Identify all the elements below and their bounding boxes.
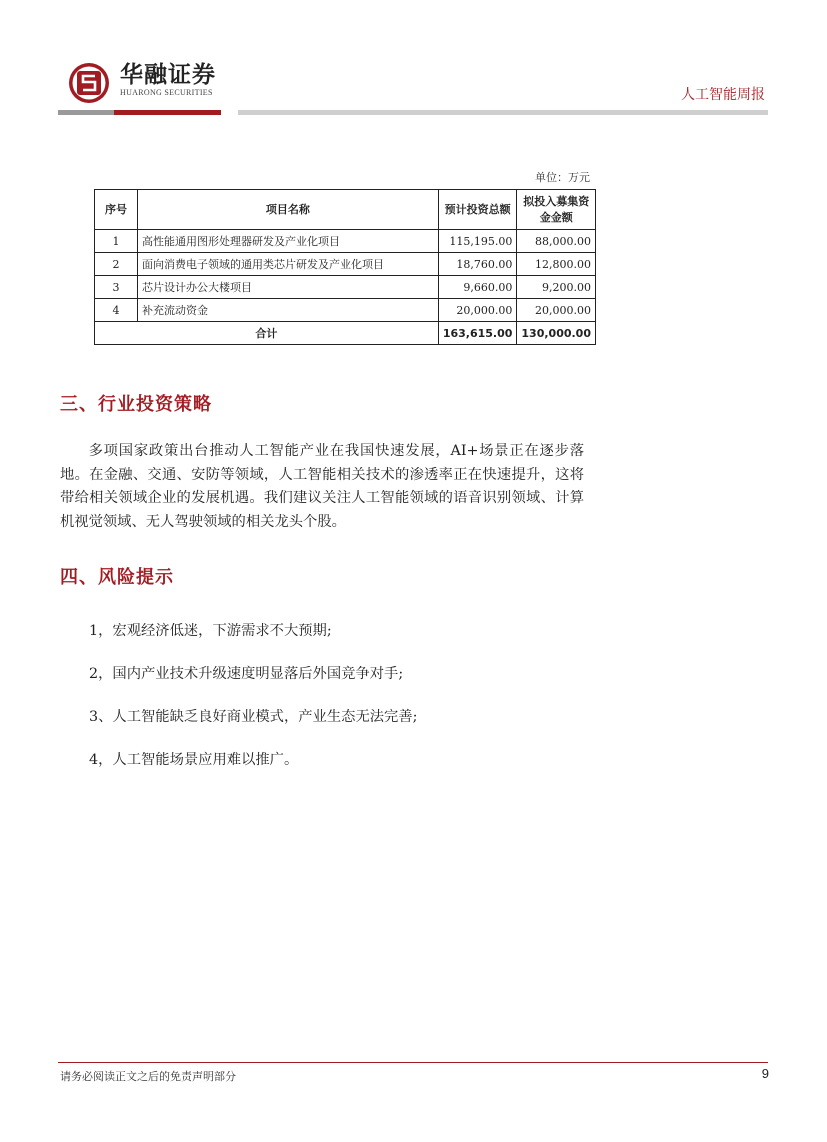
risk-item: 3、人工智能缺乏良好商业模式，产业生态无法完善; (89, 709, 418, 725)
table-row (95, 276, 596, 299)
brand (120, 62, 216, 97)
table-row (95, 253, 596, 276)
cell-total-sum: 163,615.00 (438, 322, 517, 345)
table-header-row (95, 190, 596, 230)
risk-item: 1，宏观经济低迷，下游需求不大预期; (89, 623, 332, 639)
brand-name-cn: 华融证券 (120, 62, 216, 88)
section-4-heading: 四、风险提示 (60, 567, 174, 588)
cell-total: 9,660.00 (438, 276, 517, 299)
footer-disclaimer: 请务必阅读正文之后的免责声明部分 (60, 1070, 236, 1083)
cell-no: 4 (95, 299, 138, 322)
report-title: 人工智能周报 (681, 87, 765, 103)
cell-name: 面向消费电子领域的通用类芯片研发及产业化项目 (138, 253, 439, 276)
header-rule-red (114, 110, 221, 115)
col-header-no: 序号 (95, 190, 138, 230)
header-rule-right (238, 110, 768, 115)
cell-name: 芯片设计办公大楼项目 (138, 276, 439, 299)
table-row (95, 230, 596, 253)
investment-table (94, 189, 596, 345)
col-header-total: 预计投资总额 (438, 190, 517, 230)
cell-total: 18,760.00 (438, 253, 517, 276)
cell-name: 高性能通用图形处理器研发及产业化项目 (138, 230, 439, 253)
brand-name-en: HUARONG SECURITIES (120, 88, 213, 97)
table-unit: 单位：万元 (535, 171, 590, 184)
cell-no: 1 (95, 230, 138, 253)
page-number: 9 (761, 1066, 769, 1081)
table-total-row (95, 322, 596, 345)
footer-rule (58, 1062, 768, 1063)
table-row (95, 299, 596, 322)
cell-total-label: 合计 (95, 322, 439, 345)
cell-raise: 9,200.00 (517, 276, 596, 299)
huarong-logo-icon (68, 62, 110, 104)
cell-raise: 20,000.00 (517, 299, 596, 322)
risk-item: 4，人工智能场景应用难以推广。 (89, 752, 299, 768)
cell-raise: 12,800.00 (517, 253, 596, 276)
col-header-raise: 拟投入募集资金金额 (517, 190, 596, 230)
cell-name: 补充流动资金 (138, 299, 439, 322)
cell-raise: 88,000.00 (517, 230, 596, 253)
cell-no: 2 (95, 253, 138, 276)
col-header-name: 项目名称 (138, 190, 439, 230)
cell-raise-sum: 130,000.00 (517, 322, 596, 345)
section-3-body: 多项国家政策出台推动人工智能产业在我国快速发展，AI+场景正在逐步落地。在金融、交通、安防等领域，人工智能相关技术的渗透率正在快速提升，这将带给相关领域企业的发展机遇。我们建议关注人工智能领域的语音识别领域、计算机视觉领域、无人驾驶领域的相关龙头个股。 (60, 443, 584, 530)
cell-no: 3 (95, 276, 138, 299)
section-3-heading: 三、行业投资策略 (60, 394, 212, 415)
cell-total: 115,195.00 (438, 230, 517, 253)
cell-total: 20,000.00 (438, 299, 517, 322)
risk-item: 2，国内产业技术升级速度明显落后外国竞争对手; (89, 666, 404, 682)
